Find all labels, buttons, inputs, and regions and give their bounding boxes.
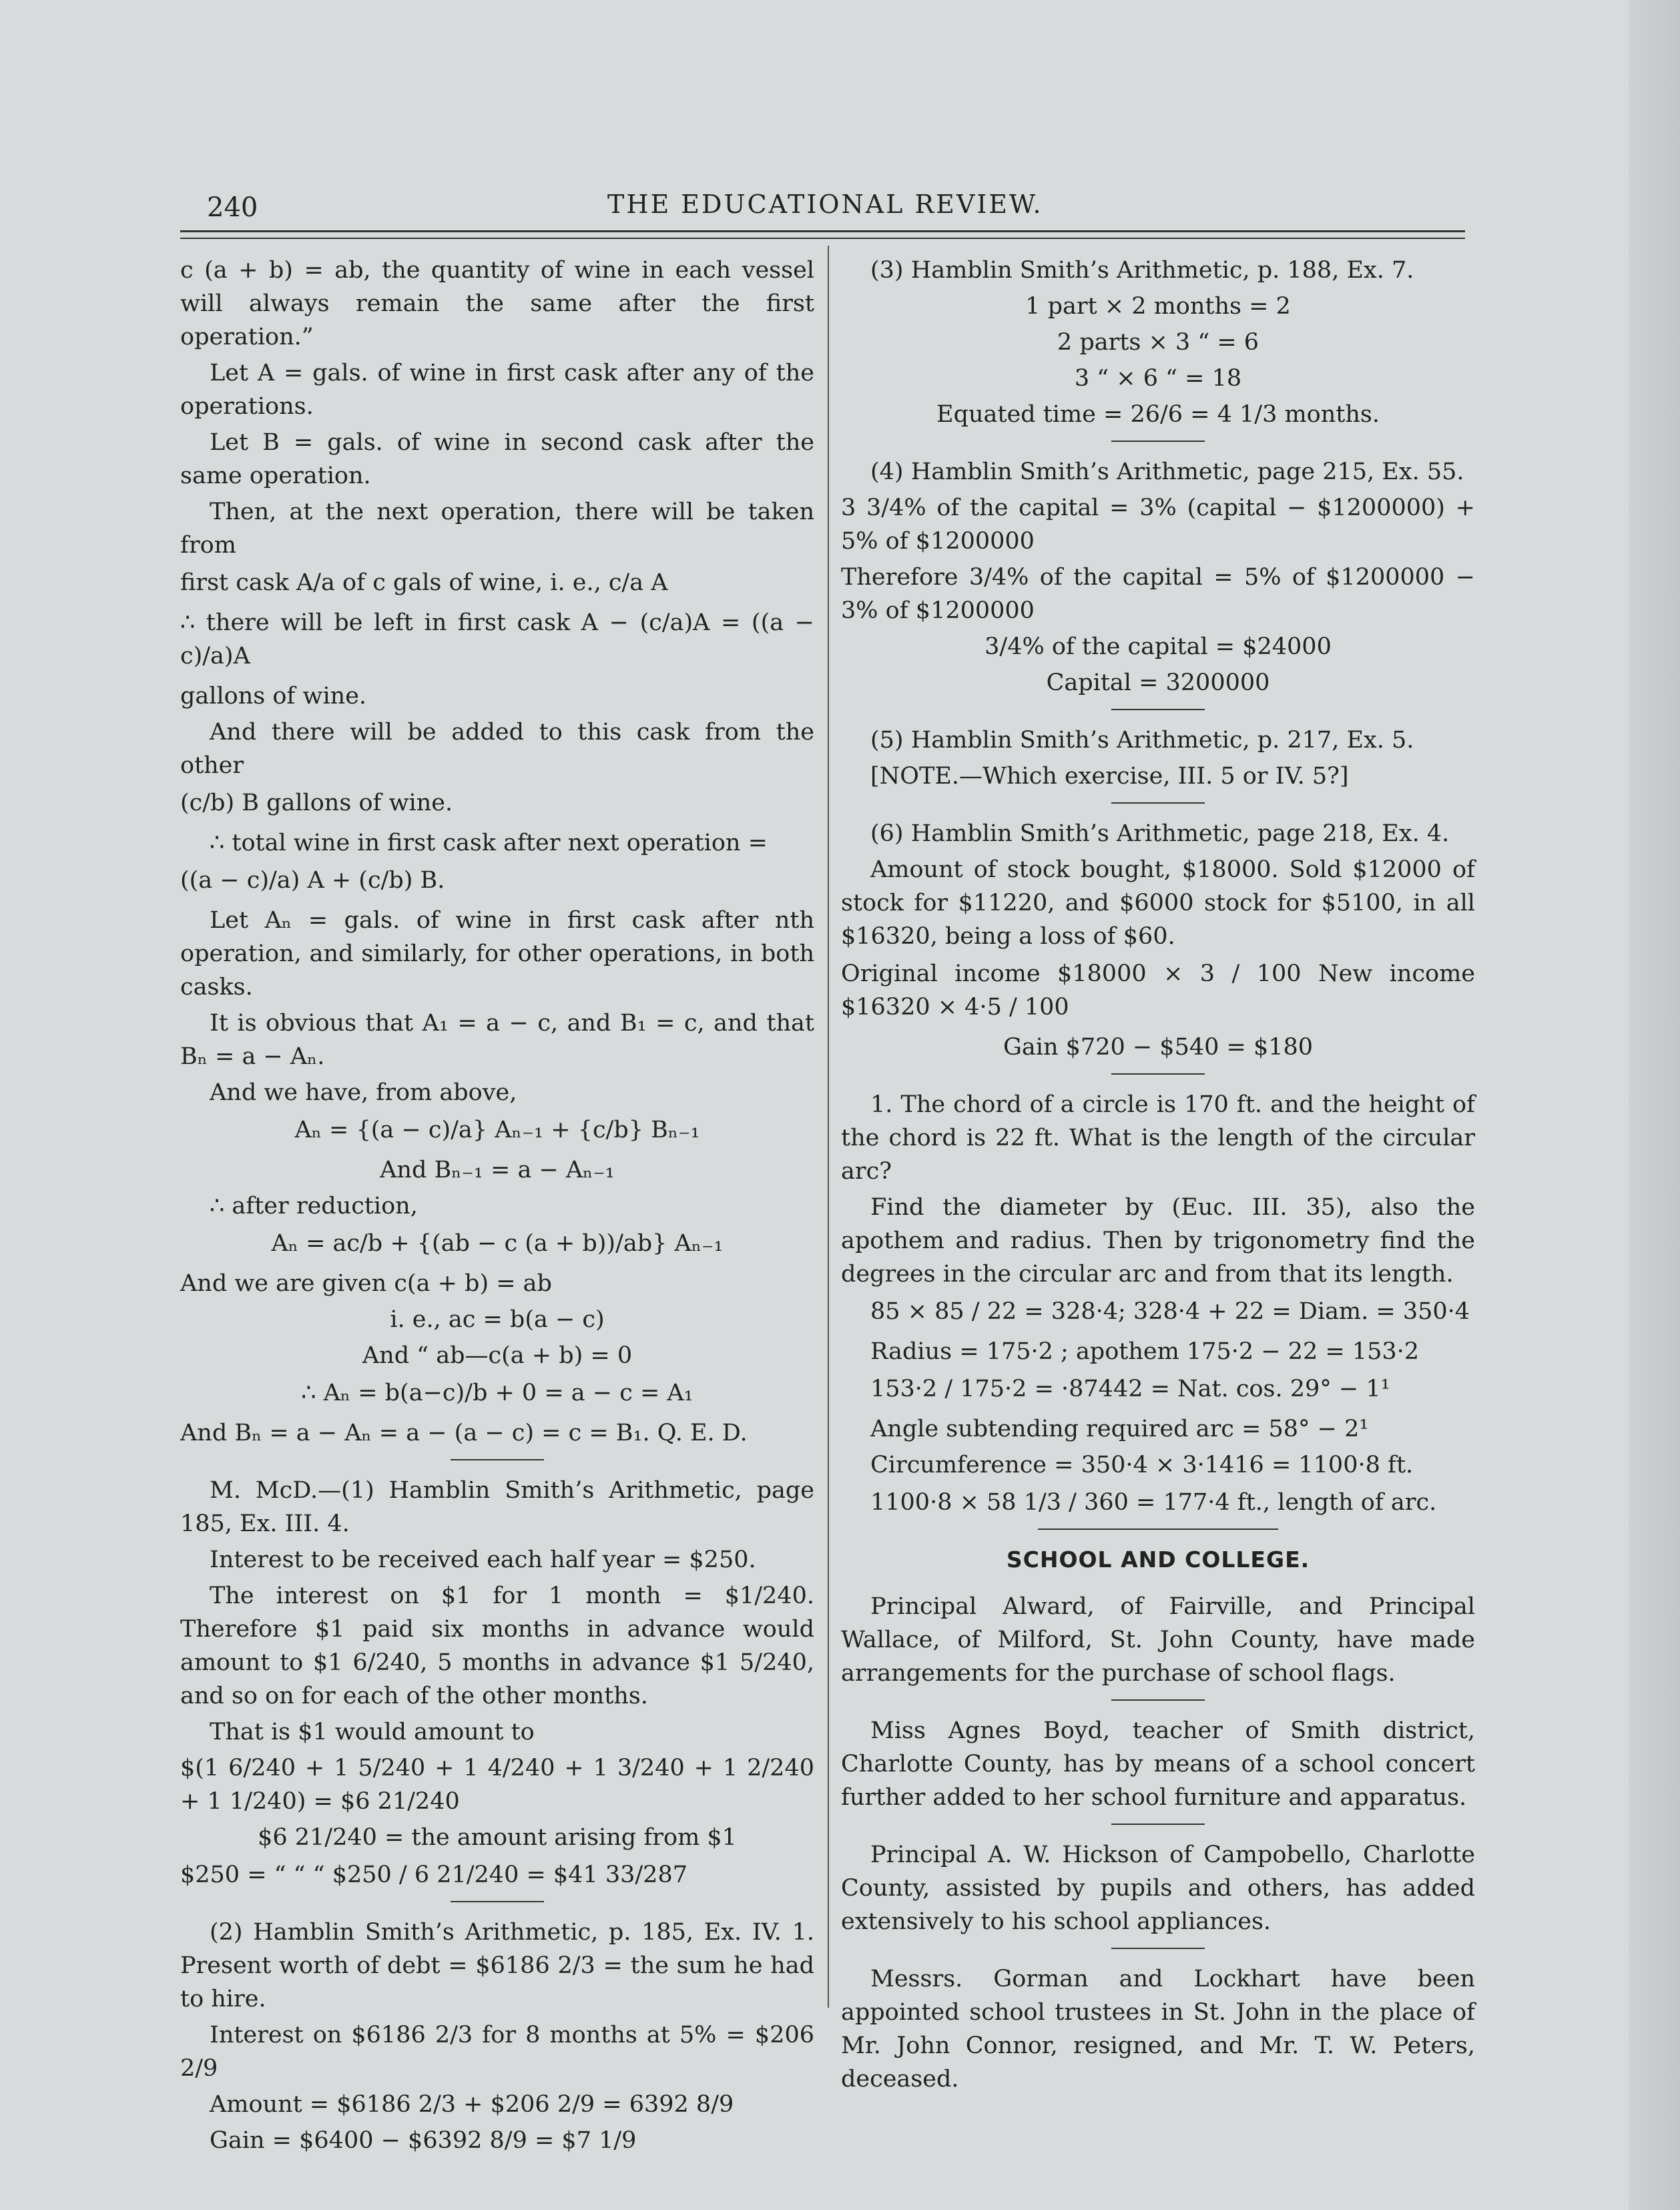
paragraph: ∴ after reduction, xyxy=(210,1193,418,1219)
header-rule-bottom xyxy=(180,238,1465,239)
page-number: 240 xyxy=(207,192,258,223)
separator-rule xyxy=(1111,1948,1205,1949)
equation: 1100·8 × 58 1/3 / 360 = 177·4 ft., length of arc. xyxy=(870,1489,1437,1516)
equation: 2 parts × 3 “ = 6 xyxy=(1057,329,1259,356)
paragraph: (4) Hamblin Smith’s Arithmetic, page 215, Ex. 55. xyxy=(870,459,1464,485)
news-item: Messrs. Gorman and Lockhart have been appointed school trustees in St. John in the place of Mr. John Connor, resigned, and Mr. T. W. Peters, deceased. xyxy=(841,1966,1475,2093)
separator-rule xyxy=(1111,1699,1205,1701)
equation: And Bₙ₋₁ = a − Aₙ₋₁ xyxy=(380,1157,615,1183)
equation: And “ ab—c(a + b) = 0 xyxy=(362,1342,633,1369)
equation: (c/b) B gallons of wine. xyxy=(180,790,453,816)
paragraph: [NOTE.—Which exercise, III. 5 or IV. 5?] xyxy=(870,763,1349,790)
news-item: Principal A. W. Hickson of Campobello, Charlotte County, assisted by pupils and others, has added extensively to his school appliances. xyxy=(841,1842,1475,1935)
equation: Radius = 175·2 ; apothem 175·2 − 22 = 153·2 xyxy=(870,1338,1420,1365)
equation: i. e., ac = b(a − c) xyxy=(390,1306,605,1333)
journal-title: THE EDUCATIONAL REVIEW. xyxy=(607,190,1043,219)
equation: Gain = $6400 − $6392 8/9 = $7 1/9 xyxy=(210,2127,637,2154)
separator-rule xyxy=(451,1459,544,1460)
right-column xyxy=(841,254,1475,2099)
paragraph: Then, at the next operation, there will be taken from xyxy=(180,499,814,559)
equation: 3/4% of the capital = $24000 xyxy=(985,633,1332,660)
equation: Circumference = 350·4 × 3·1416 = 1100·8 ft. xyxy=(870,1452,1414,1478)
equation: Equated time = 26/6 = 4 1/3 months. xyxy=(936,401,1380,428)
separator-rule xyxy=(451,1901,544,1902)
left-column xyxy=(180,254,814,2160)
equation: $250 = “ “ “ $250 / 6 21/240 = $41 33/287 xyxy=(180,1862,687,1888)
paragraph: gallons of wine. xyxy=(180,683,367,710)
paragraph: Let A = gals. of wine in first cask after any of the operations. xyxy=(180,360,814,420)
equation: Capital = 3200000 xyxy=(1046,669,1270,696)
equation: ∴ there will be left in first cask A − (c/a)A = ((a − c)/a)A xyxy=(180,609,814,669)
paragraph: ∴ total wine in first cask after next operation = xyxy=(210,830,768,856)
equation: Original income $18000 × 3 / 100 New income $16320 × 4·5 / 100 xyxy=(841,960,1475,1021)
news-item: Principal Alward, of Fairville, and Principal Wallace, of Milford, St. John County, have made arrangements for the purchase of school flags. xyxy=(841,1593,1475,1687)
section-title: SCHOOL AND COLLEGE. xyxy=(1006,1547,1310,1573)
equation: 153·2 / 175·2 = ·87442 = Nat. cos. 29° − 1¹ xyxy=(870,1376,1390,1402)
column-separator xyxy=(828,246,829,2008)
equation: Aₙ = {(a − c)/a} Aₙ₋₁ + {c/b} Bₙ₋₁ xyxy=(294,1117,700,1143)
paragraph: 1. The chord of a circle is 170 ft. and the height of the chord is 22 ft. What is the length of the circular arc? xyxy=(841,1091,1475,1185)
paragraph: M. McD.—(1) Hamblin Smith’s Arithmetic, page 185, Ex. III. 4. xyxy=(180,1477,814,1537)
paragraph: c (a + b) = ab, the quantity of wine in each vessel will always remain the same after the first operation.” xyxy=(180,257,814,350)
news-item: Miss Agnes Boyd, teacher of Smith district, Charlotte County, has by means of a school concert further added to her school furniture and apparatus. xyxy=(841,1717,1475,1811)
paragraph: Let Aₙ = gals. of wine in first cask after nth operation, and similarly, for other operations, in both casks. xyxy=(180,907,814,1001)
paragraph: Amount of stock bought, $18000. Sold $12000 of stock for $11220, and $6000 stock for $5100, in all $16320, being a loss of $60. xyxy=(841,856,1475,950)
equation: ∴ Aₙ = b(a−c)/b + 0 = a − c = A₁ xyxy=(301,1380,693,1406)
paragraph: The interest on $1 for 1 month = $1/240. Therefore $1 paid six months in advance would amount to $1 6/240, 5 months in advance $1 5/240, and so on for each of the other months. xyxy=(180,1583,814,1709)
paragraph: And there will be added to this cask from the other xyxy=(180,719,814,779)
paragraph: That is $1 would amount to xyxy=(210,1719,535,1745)
separator-rule xyxy=(1111,709,1205,710)
paragraph: Find the diameter by (Euc. III. 35), also the apothem and radius. Then by trigonometry find the degrees in the circular arc and from that its length. xyxy=(841,1194,1475,1288)
equation: first cask A/a of c gals of wine, i. e., c/a A xyxy=(180,569,668,596)
header-rule-top xyxy=(180,230,1465,232)
equation: And Bₙ = a − Aₙ = a − (a − c) = c = B₁. Q. E. D. xyxy=(180,1420,748,1446)
equation: 1 part × 2 months = 2 xyxy=(1025,293,1291,320)
separator-rule xyxy=(1111,1824,1205,1825)
paragraph: (3) Hamblin Smith’s Arithmetic, p. 188, Ex. 7. xyxy=(870,257,1414,284)
equation: Amount = $6186 2/3 + $206 2/9 = 6392 8/9 xyxy=(210,2091,734,2118)
paragraph: Interest to be received each half year = $250. xyxy=(210,1547,756,1573)
paragraph: 3 3/4% of the capital = 3% (capital − $1200000) + 5% of $1200000 xyxy=(841,495,1475,555)
paragraph: And we have, from above, xyxy=(210,1079,517,1106)
separator-rule xyxy=(1111,441,1205,442)
paragraph: (2) Hamblin Smith’s Arithmetic, p. 185, Ex. IV. 1. Present worth of debt = $6186 2/3 = the sum he had to hire. xyxy=(180,1919,814,2012)
equation: ((a − c)/a) A + (c/b) B. xyxy=(180,867,445,894)
paragraph: (6) Hamblin Smith’s Arithmetic, page 218, Ex. 4. xyxy=(870,820,1450,847)
paragraph: Let B = gals. of wine in second cask after the same operation. xyxy=(180,429,814,489)
equation: Gain $720 − $540 = $180 xyxy=(1003,1034,1314,1061)
separator-rule xyxy=(1111,1073,1205,1075)
equation: Interest on $6186 2/3 for 8 months at 5% = $206 2/9 xyxy=(180,2022,814,2082)
page-header xyxy=(180,186,1468,226)
paragraph: (5) Hamblin Smith’s Arithmetic, p. 217, Ex. 5. xyxy=(870,727,1414,754)
equation: $6 21/240 = the amount arising from $1 xyxy=(258,1824,737,1851)
separator-rule xyxy=(1038,1529,1278,1530)
equation: 3 “ × 6 “ = 18 xyxy=(1074,365,1242,392)
paragraph: It is obvious that A₁ = a − c, and B₁ = c, and that Bₙ = a − Aₙ. xyxy=(180,1010,814,1070)
paragraph: And we are given c(a + b) = ab xyxy=(180,1270,552,1297)
paragraph: Therefore 3/4% of the capital = 5% of $1200000 − 3% of $1200000 xyxy=(841,564,1475,624)
page-edge-shadow xyxy=(1629,0,1680,2210)
equation: Angle subtending required arc = 58° − 2¹ xyxy=(870,1416,1369,1442)
separator-rule xyxy=(1111,802,1205,804)
equation: $(1 6/240 + 1 5/240 + 1 4/240 + 1 3/240 + 1 2/240 + 1 1/240) = $6 21/240 xyxy=(180,1755,814,1815)
equation: 85 × 85 / 22 = 328·4; 328·4 + 22 = Diam. = 350·4 xyxy=(870,1298,1470,1325)
equation: Aₙ = ac/b + {(ab − c (a + b))/ab} Aₙ₋₁ xyxy=(271,1230,724,1257)
